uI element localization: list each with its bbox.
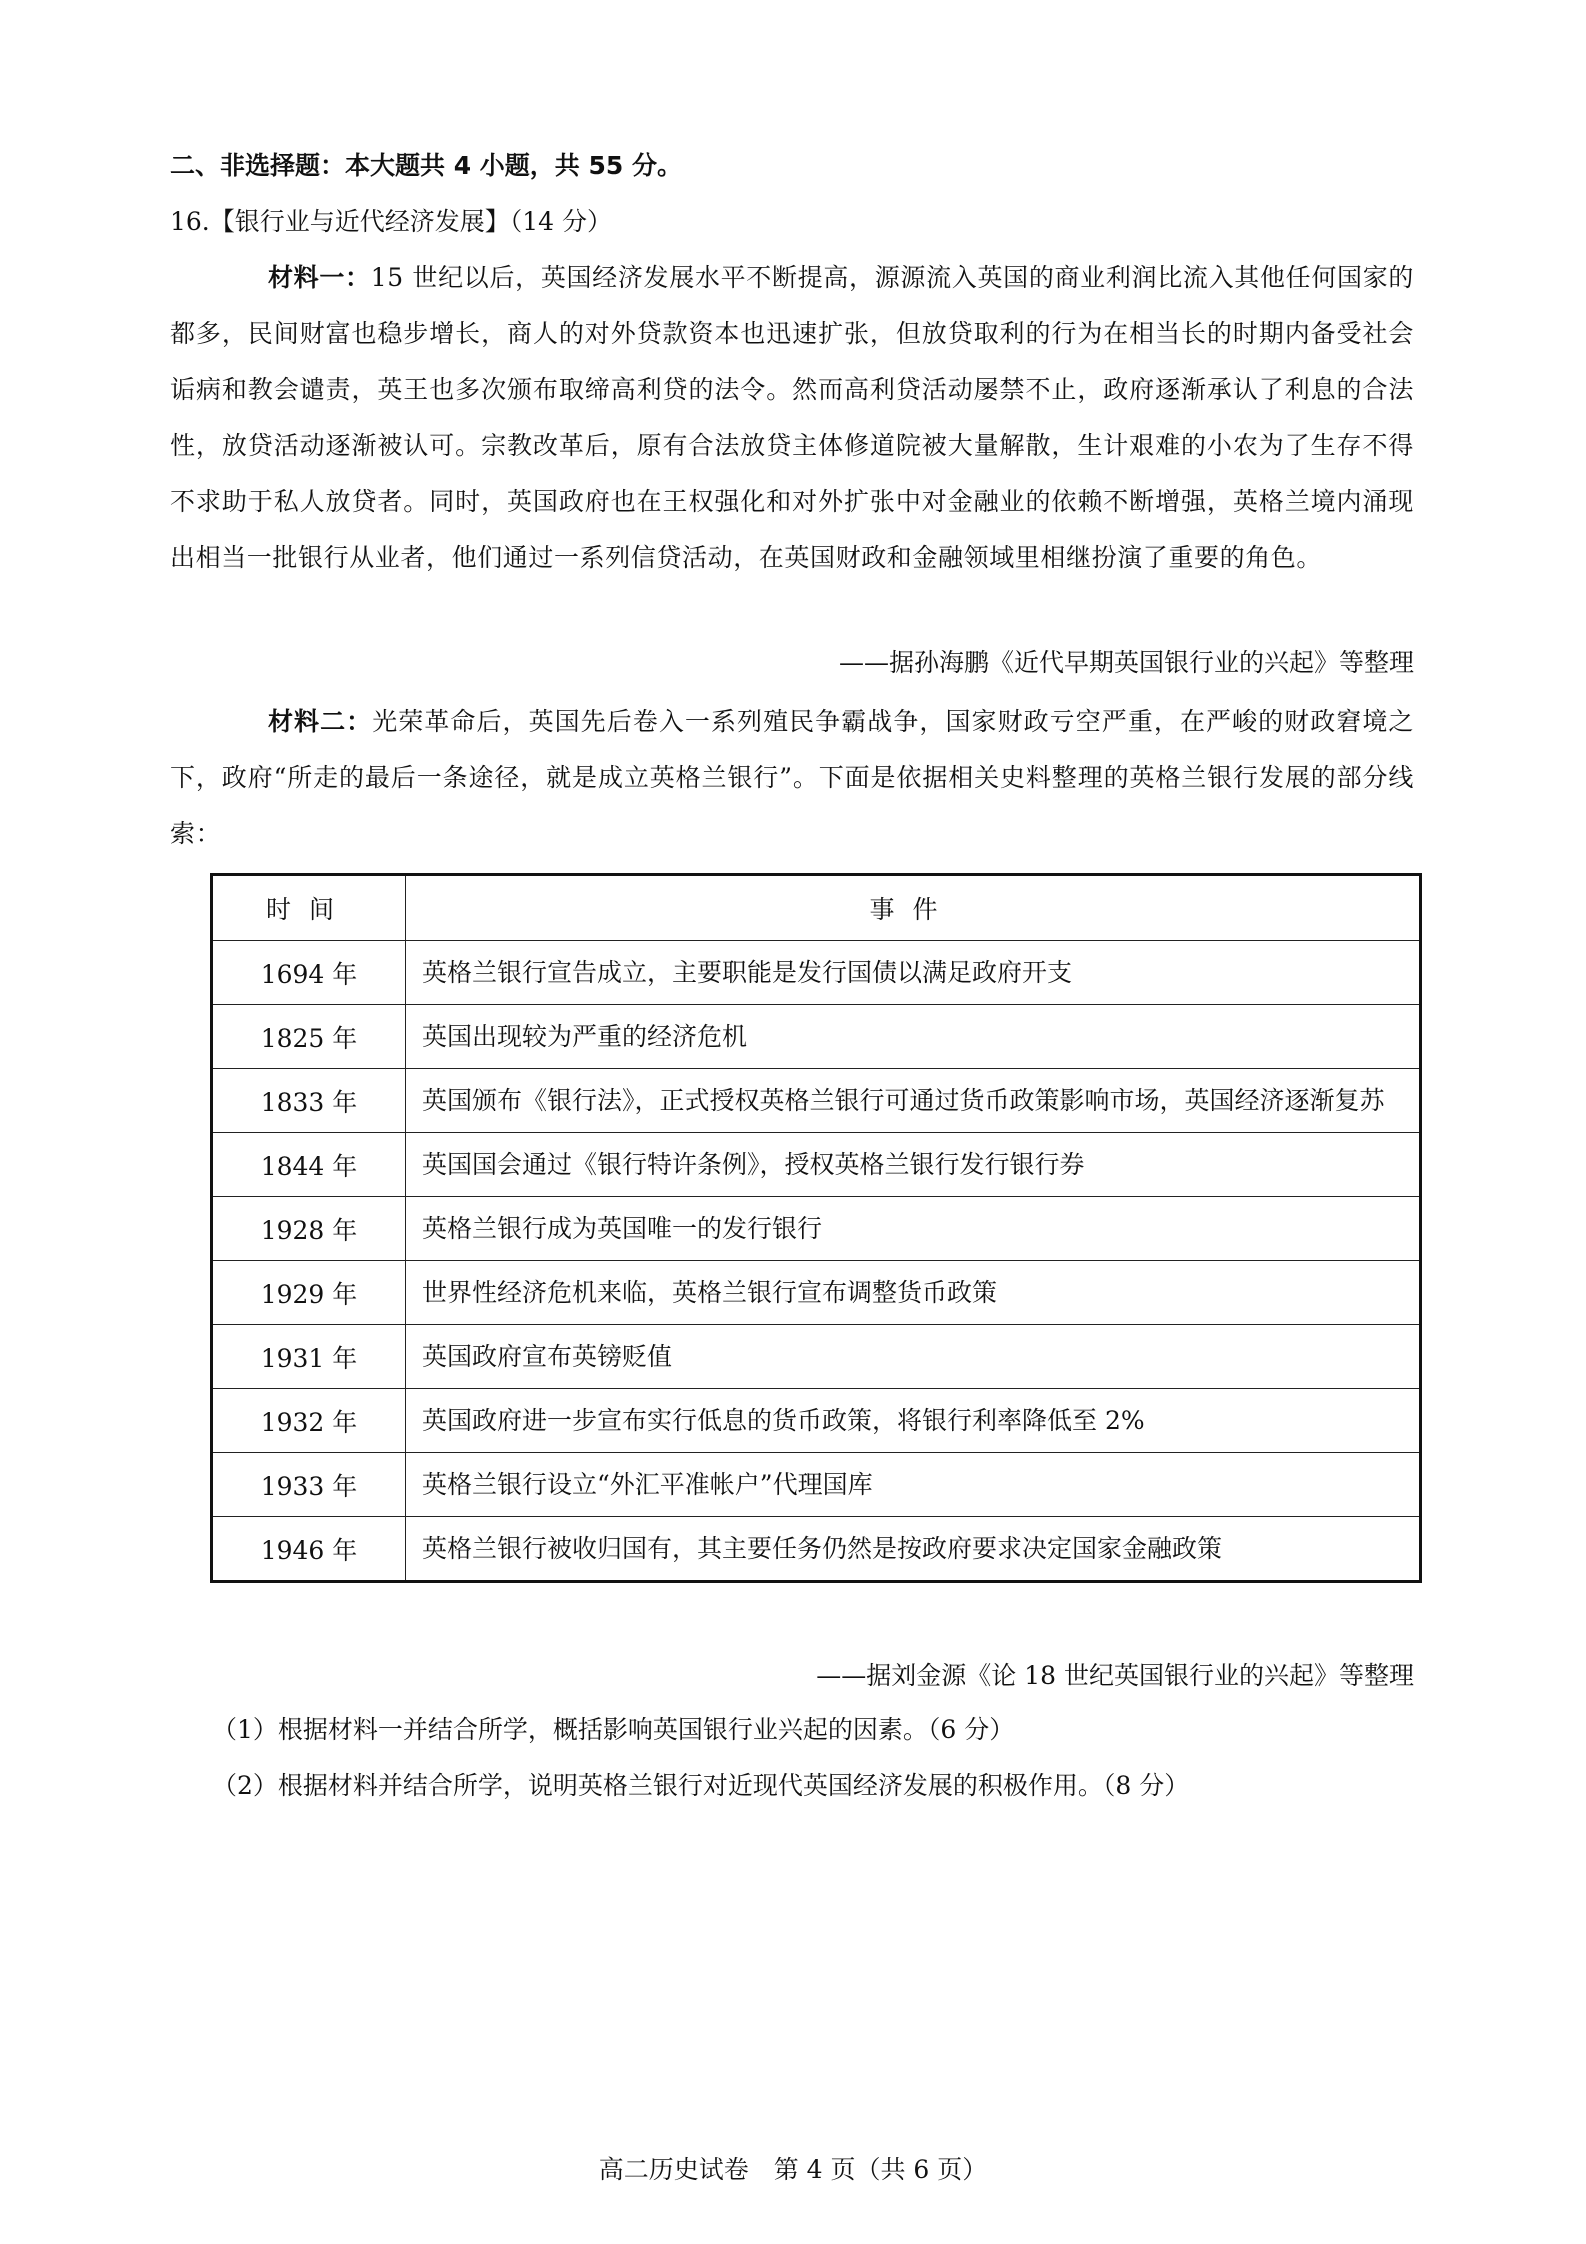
material-two-text: 光荣革命后，英国先后卷入一系列殖民争霸战争，国家财政亏空严重，在严峻的财政窘境之下，政府“所走的最后一条途径，就是成立英格兰银行”。下面是依据相关史料整理的英格兰银行发展的部分线索： xyxy=(170,707,1414,848)
table-row xyxy=(212,1325,1421,1389)
row-event: 英国政府进一步宣布实行低息的货币政策，将银行利率降低至 2% xyxy=(406,1389,1421,1453)
row-year: 1833 年 xyxy=(212,1069,406,1133)
table-row xyxy=(212,1197,1421,1261)
material-two xyxy=(170,694,1414,862)
row-year: 1933 年 xyxy=(212,1453,406,1517)
row-event: 英格兰银行成为英国唯一的发行银行 xyxy=(406,1197,1421,1261)
row-event: 英国政府宣布英镑贬值 xyxy=(406,1325,1421,1389)
material-two-source: ——据刘金源《论 18 世纪英国银行业的兴起》等整理 xyxy=(816,1661,1414,1690)
table-row xyxy=(212,1261,1421,1325)
row-year: 1844 年 xyxy=(212,1133,406,1197)
table-row xyxy=(212,1069,1421,1133)
sub-question-1: （1）根据材料一并结合所学，概括影响英国银行业兴起的因素。（6 分） xyxy=(212,1715,1015,1744)
table-row xyxy=(212,1133,1421,1197)
material-one-label: 材料一： xyxy=(268,263,371,292)
table-row xyxy=(212,1453,1421,1517)
sub-question-2: （2）根据材料并结合所学，说明英格兰银行对近现代英国经济发展的积极作用。（8 分） xyxy=(212,1771,1190,1800)
row-year: 1694 年 xyxy=(212,941,406,1005)
events-table xyxy=(210,873,1422,1583)
question-title: 16.【银行业与近代经济发展】（14 分） xyxy=(170,207,613,236)
table-row xyxy=(212,941,1421,1005)
row-year: 1928 年 xyxy=(212,1197,406,1261)
row-year: 1946 年 xyxy=(212,1517,406,1582)
row-event: 英格兰银行设立“外汇平准帐户”代理国库 xyxy=(406,1453,1421,1517)
row-year: 1932 年 xyxy=(212,1389,406,1453)
material-two-label: 材料二： xyxy=(268,707,373,736)
material-one xyxy=(170,250,1414,586)
row-event: 英国出现较为严重的经济危机 xyxy=(406,1005,1421,1069)
material-one-text: 15 世纪以后，英国经济发展水平不断提高，源源流入英国的商业利润比流入其他任何国家的都多，民间财富也稳步增长，商人的对外贷款资本也迅速扩张，但放贷取利的行为在相当长的时期内备受社会诟病和教会谴责，英王也多次颁布取缔高利贷的法令。然而高利贷活动屡禁不止，政府逐渐承认了利息的合法性，放贷活动逐渐被认可。宗教改革后，原有合法放贷主体修道院被大量解散，生计艰难的小农为了生存不得不求助于私人放贷者。同时，英国政府也在王权强化和对外扩张中对金融业的依赖不断增强，英格兰境内涌现出相当一批银行从业者，他们通过一系列信贷活动，在英国财政和金融领域里相继扮演了重要的角色。 xyxy=(170,263,1414,572)
table-row xyxy=(212,1005,1421,1069)
row-year: 1825 年 xyxy=(212,1005,406,1069)
table-header-row xyxy=(212,875,1421,941)
row-event: 英国国会通过《银行特许条例》，授权英格兰银行发行银行券 xyxy=(406,1133,1421,1197)
page-footer: 高二历史试卷 第 4 页（共 6 页） xyxy=(598,2155,988,2184)
row-event: 英格兰银行宣告成立，主要职能是发行国债以满足政府开支 xyxy=(406,941,1421,1005)
header-time: 时间 xyxy=(212,875,406,941)
table-row xyxy=(212,1389,1421,1453)
row-event: 英格兰银行被收归国有，其主要任务仍然是按政府要求决定国家金融政策 xyxy=(406,1517,1421,1582)
header-event: 事件 xyxy=(406,875,1421,941)
section-heading: 二、非选择题：本大题共 4 小题，共 55 分。 xyxy=(170,151,683,180)
row-year: 1931 年 xyxy=(212,1325,406,1389)
row-event: 英国颁布《银行法》，正式授权英格兰银行可通过货币政策影响市场，英国经济逐渐复苏 xyxy=(406,1069,1421,1133)
material-one-source: ——据孙海鹏《近代早期英国银行业的兴起》等整理 xyxy=(838,648,1414,677)
table-row xyxy=(212,1517,1421,1582)
row-event: 世界性经济危机来临，英格兰银行宣布调整货币政策 xyxy=(406,1261,1421,1325)
row-year: 1929 年 xyxy=(212,1261,406,1325)
